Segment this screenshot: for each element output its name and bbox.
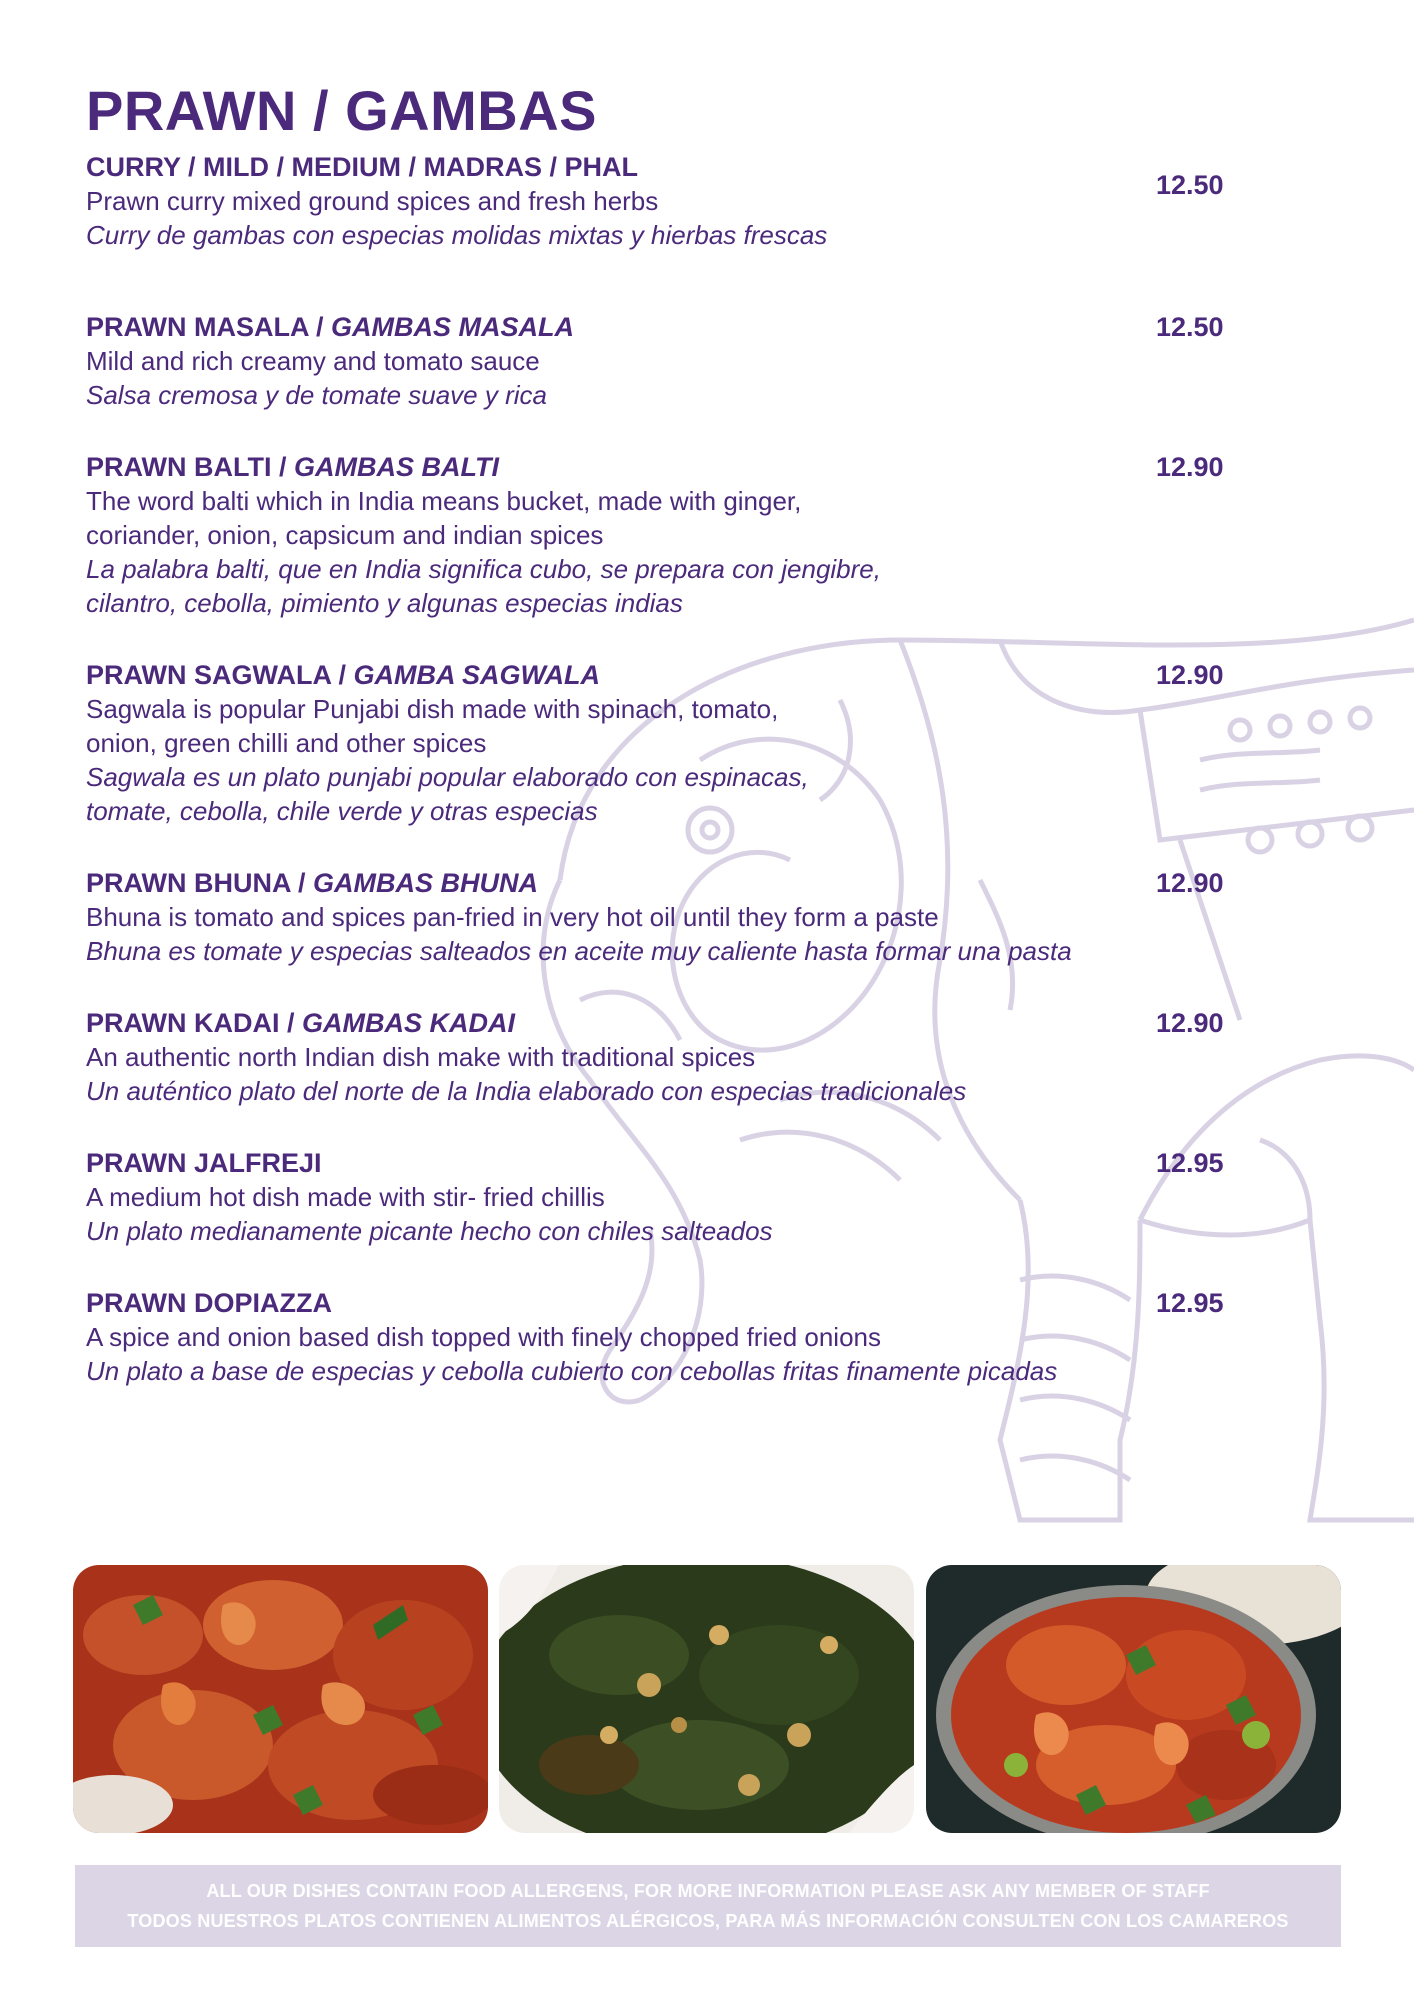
menu-item <box>86 866 1246 968</box>
item-name-es: GAMBAS KADAI <box>302 1008 515 1038</box>
item-description-es: Curry de gambas con especias molidas mixtas y hierbas frescas <box>86 220 828 250</box>
item-name <box>86 450 1246 484</box>
item-description-en: The word balti which in India means bucket, made with ginger, coriander, onion, capsicum and indian spices <box>86 486 802 550</box>
item-name-en: PRAWN DOPIAZZA <box>86 1288 332 1318</box>
item-name-en: PRAWN KADAI / <box>86 1008 302 1038</box>
item-name <box>86 310 1246 344</box>
item-description-es: Sagwala es un plato punjabi popular elaborado con espinacas, tomate, cebolla, chile verde y otras especias <box>86 762 809 826</box>
item-name-en: PRAWN SAGWALA / <box>86 660 354 690</box>
item-description-en: A spice and onion based dish topped with finely chopped fried onions <box>86 1322 882 1352</box>
item-description-es: Un plato medianamente picante hecho con chiles salteados <box>86 1216 773 1246</box>
menu-item <box>86 658 1246 828</box>
item-description-en: A medium hot dish made with stir- fried chillis <box>86 1182 605 1212</box>
item-description-es: Bhuna es tomate y especias salteados en aceite muy caliente hasta formar una pasta <box>86 936 1072 966</box>
item-name-en: PRAWN BALTI / <box>86 452 294 482</box>
item-name-es: GAMBAS BHUNA <box>313 868 538 898</box>
item-name-es: GAMBAS BALTI <box>293 452 499 482</box>
prawn-sagwala-photo <box>499 1565 914 1833</box>
menu-item <box>86 1146 1246 1248</box>
item-name <box>86 150 1246 184</box>
item-name <box>86 658 1246 692</box>
menu-item <box>86 1006 1246 1108</box>
menu-list <box>86 150 1246 1426</box>
item-description-es: Un plato a base de especias y cebolla cubierto con cebollas fritas finamente picadas <box>86 1356 1058 1386</box>
item-description-es: La palabra balti, que en India significa cubo, se prepara con jengibre, cilantro, cebolla, pimiento y algunas especias indias <box>86 554 881 618</box>
item-description-en: Mild and rich creamy and tomato sauce <box>86 346 540 376</box>
menu-item <box>86 150 1246 252</box>
item-description-en: An authentic north Indian dish make with traditional spices <box>86 1042 756 1072</box>
item-name <box>86 1006 1246 1040</box>
item-description-es: Un auténtico plato del norte de la India elaborado con especias tradicionales <box>86 1076 967 1106</box>
item-description-es: Salsa cremosa y de tomate suave y rica <box>86 380 547 410</box>
item-name-en: PRAWN BHUNA / <box>86 868 313 898</box>
item-price: 12.50 <box>1156 170 1224 200</box>
item-price: 12.95 <box>1156 1288 1224 1318</box>
allergen-notice <box>75 1865 1341 1947</box>
item-description-en: Prawn curry mixed ground spices and fresh herbs <box>86 186 659 216</box>
item-name-en: CURRY / MILD / MEDIUM / MADRAS / PHAL <box>86 152 638 182</box>
item-description-en: Bhuna is tomato and spices pan-fried in very hot oil until they form a paste <box>86 902 939 932</box>
item-description-en: Sagwala is popular Punjabi dish made with spinach, tomato, onion, green chilli and other spices <box>86 694 779 758</box>
menu-item <box>86 310 1246 412</box>
item-name-es: GAMBA SAGWALA <box>353 660 600 690</box>
item-price: 12.95 <box>1156 1148 1224 1178</box>
menu-item <box>86 1286 1246 1388</box>
item-price: 12.90 <box>1156 868 1224 898</box>
item-name-en: PRAWN JALFREJI <box>86 1148 322 1178</box>
prawn-kadai-photo <box>926 1565 1341 1833</box>
item-price: 12.90 <box>1156 452 1224 482</box>
item-name <box>86 866 1246 900</box>
allergen-notice-en: ALL OUR DISHES CONTAIN FOOD ALLERGENS, FOR MORE INFORMATION PLEASE ASK ANY MEMBER OF STAFF <box>206 1881 1210 1901</box>
item-name-en: PRAWN MASALA / <box>86 312 331 342</box>
item-price: 12.90 <box>1156 660 1224 690</box>
prawn-curry-photo <box>73 1565 488 1833</box>
menu-item <box>86 450 1246 620</box>
item-price: 12.90 <box>1156 1008 1224 1038</box>
item-name <box>86 1146 1246 1180</box>
item-price: 12.50 <box>1156 312 1224 342</box>
item-name-es: GAMBAS MASALA <box>331 312 574 342</box>
item-name <box>86 1286 1246 1320</box>
food-photos <box>73 1565 1341 1833</box>
allergen-notice-es: TODOS NUESTROS PLATOS CONTIENEN ALIMENTOS ALÉRGICOS, PARA MÁS INFORMACIÓN CONSULTEN CON LOS CAMAREROS <box>127 1911 1289 1931</box>
page-title: PRAWN / GAMBAS <box>86 79 597 142</box>
